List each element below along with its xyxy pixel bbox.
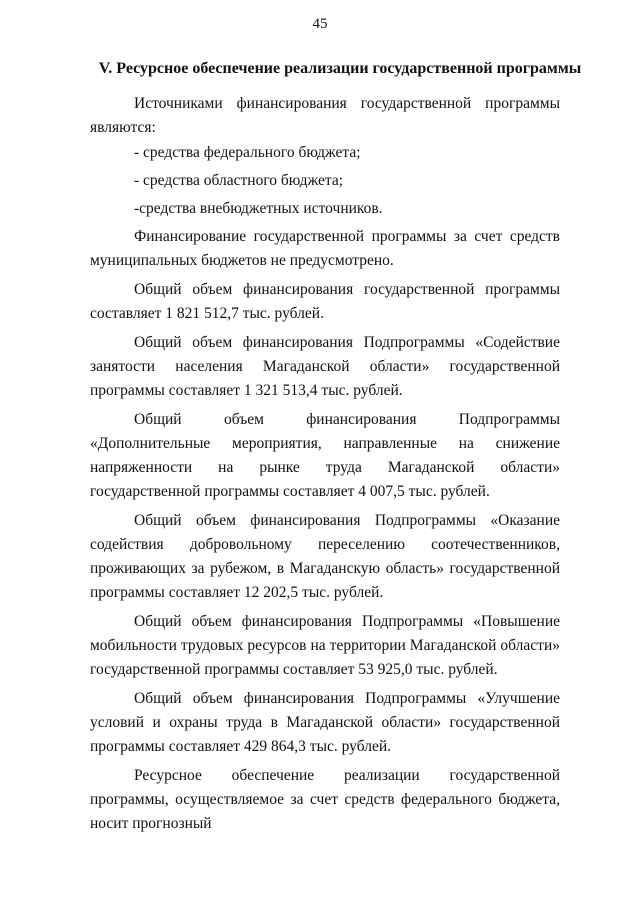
paragraph-funding-sources: Источниками финансирования государственной программы являются: <box>90 95 560 136</box>
paragraph-subprogram-labor-safety: Общий объем финансирования Подпрограммы «Улучшение условий и охраны труда в Магаданской области» государственной программы составляет 429 864,3 тыс. рублей. <box>90 690 560 755</box>
page-number: 45 <box>312 16 328 32</box>
paragraph-subprogram-employment: Общий объем финансирования Подпрограммы «Содействие занятости населения Магаданской области» государственной программы составляет 1 321 513,4 тыс. рублей. <box>90 334 560 399</box>
document-body <box>90 92 560 836</box>
paragraph-municipal-budgets: Финансирование государственной программы за счет средств муниципальных бюджетов не предусмотрено. <box>90 228 560 269</box>
list-item-regional-budget: - средства областного бюджета; <box>134 172 344 189</box>
paragraph-subprogram-additional-measures: Общий объем финансирования Подпрограммы «Дополнительные мероприятия, направленные на снижение напряженности на рынке труда Магаданской области» государственной программы составляет 4 007,5 тыс. рублей. <box>90 411 560 500</box>
section-heading: V. Ресурсное обеспечение реализации государственной программы <box>98 60 582 77</box>
paragraph-subprogram-resettlement: Общий объем финансирования Подпрограммы «Оказание содействия добровольному переселению соотечественников, проживающих за рубежом, в Магаданскую область» государственной программы составляет 12 202,5 тыс. рублей. <box>90 512 560 601</box>
list-item-extrabudgetary: -средства внебюджетных источников. <box>134 200 383 217</box>
list-item-federal-budget: - средства федерального бюджета; <box>134 144 361 161</box>
paragraph-total-funding: Общий объем финансирования государственной программы составляет 1 821 512,7 тыс. рублей. <box>90 281 560 322</box>
paragraph-resource-provision: Ресурсное обеспечение реализации государственной программы, осуществляемое за счет средств федерального бюджета, носит прогнозный <box>90 767 560 832</box>
paragraph-subprogram-labor-mobility: Общий объем финансирования Подпрограммы «Повышение мобильности трудовых ресурсов на территории Магаданской области» государственной программы составляет 53 925,0 тыс. рублей. <box>90 613 560 678</box>
